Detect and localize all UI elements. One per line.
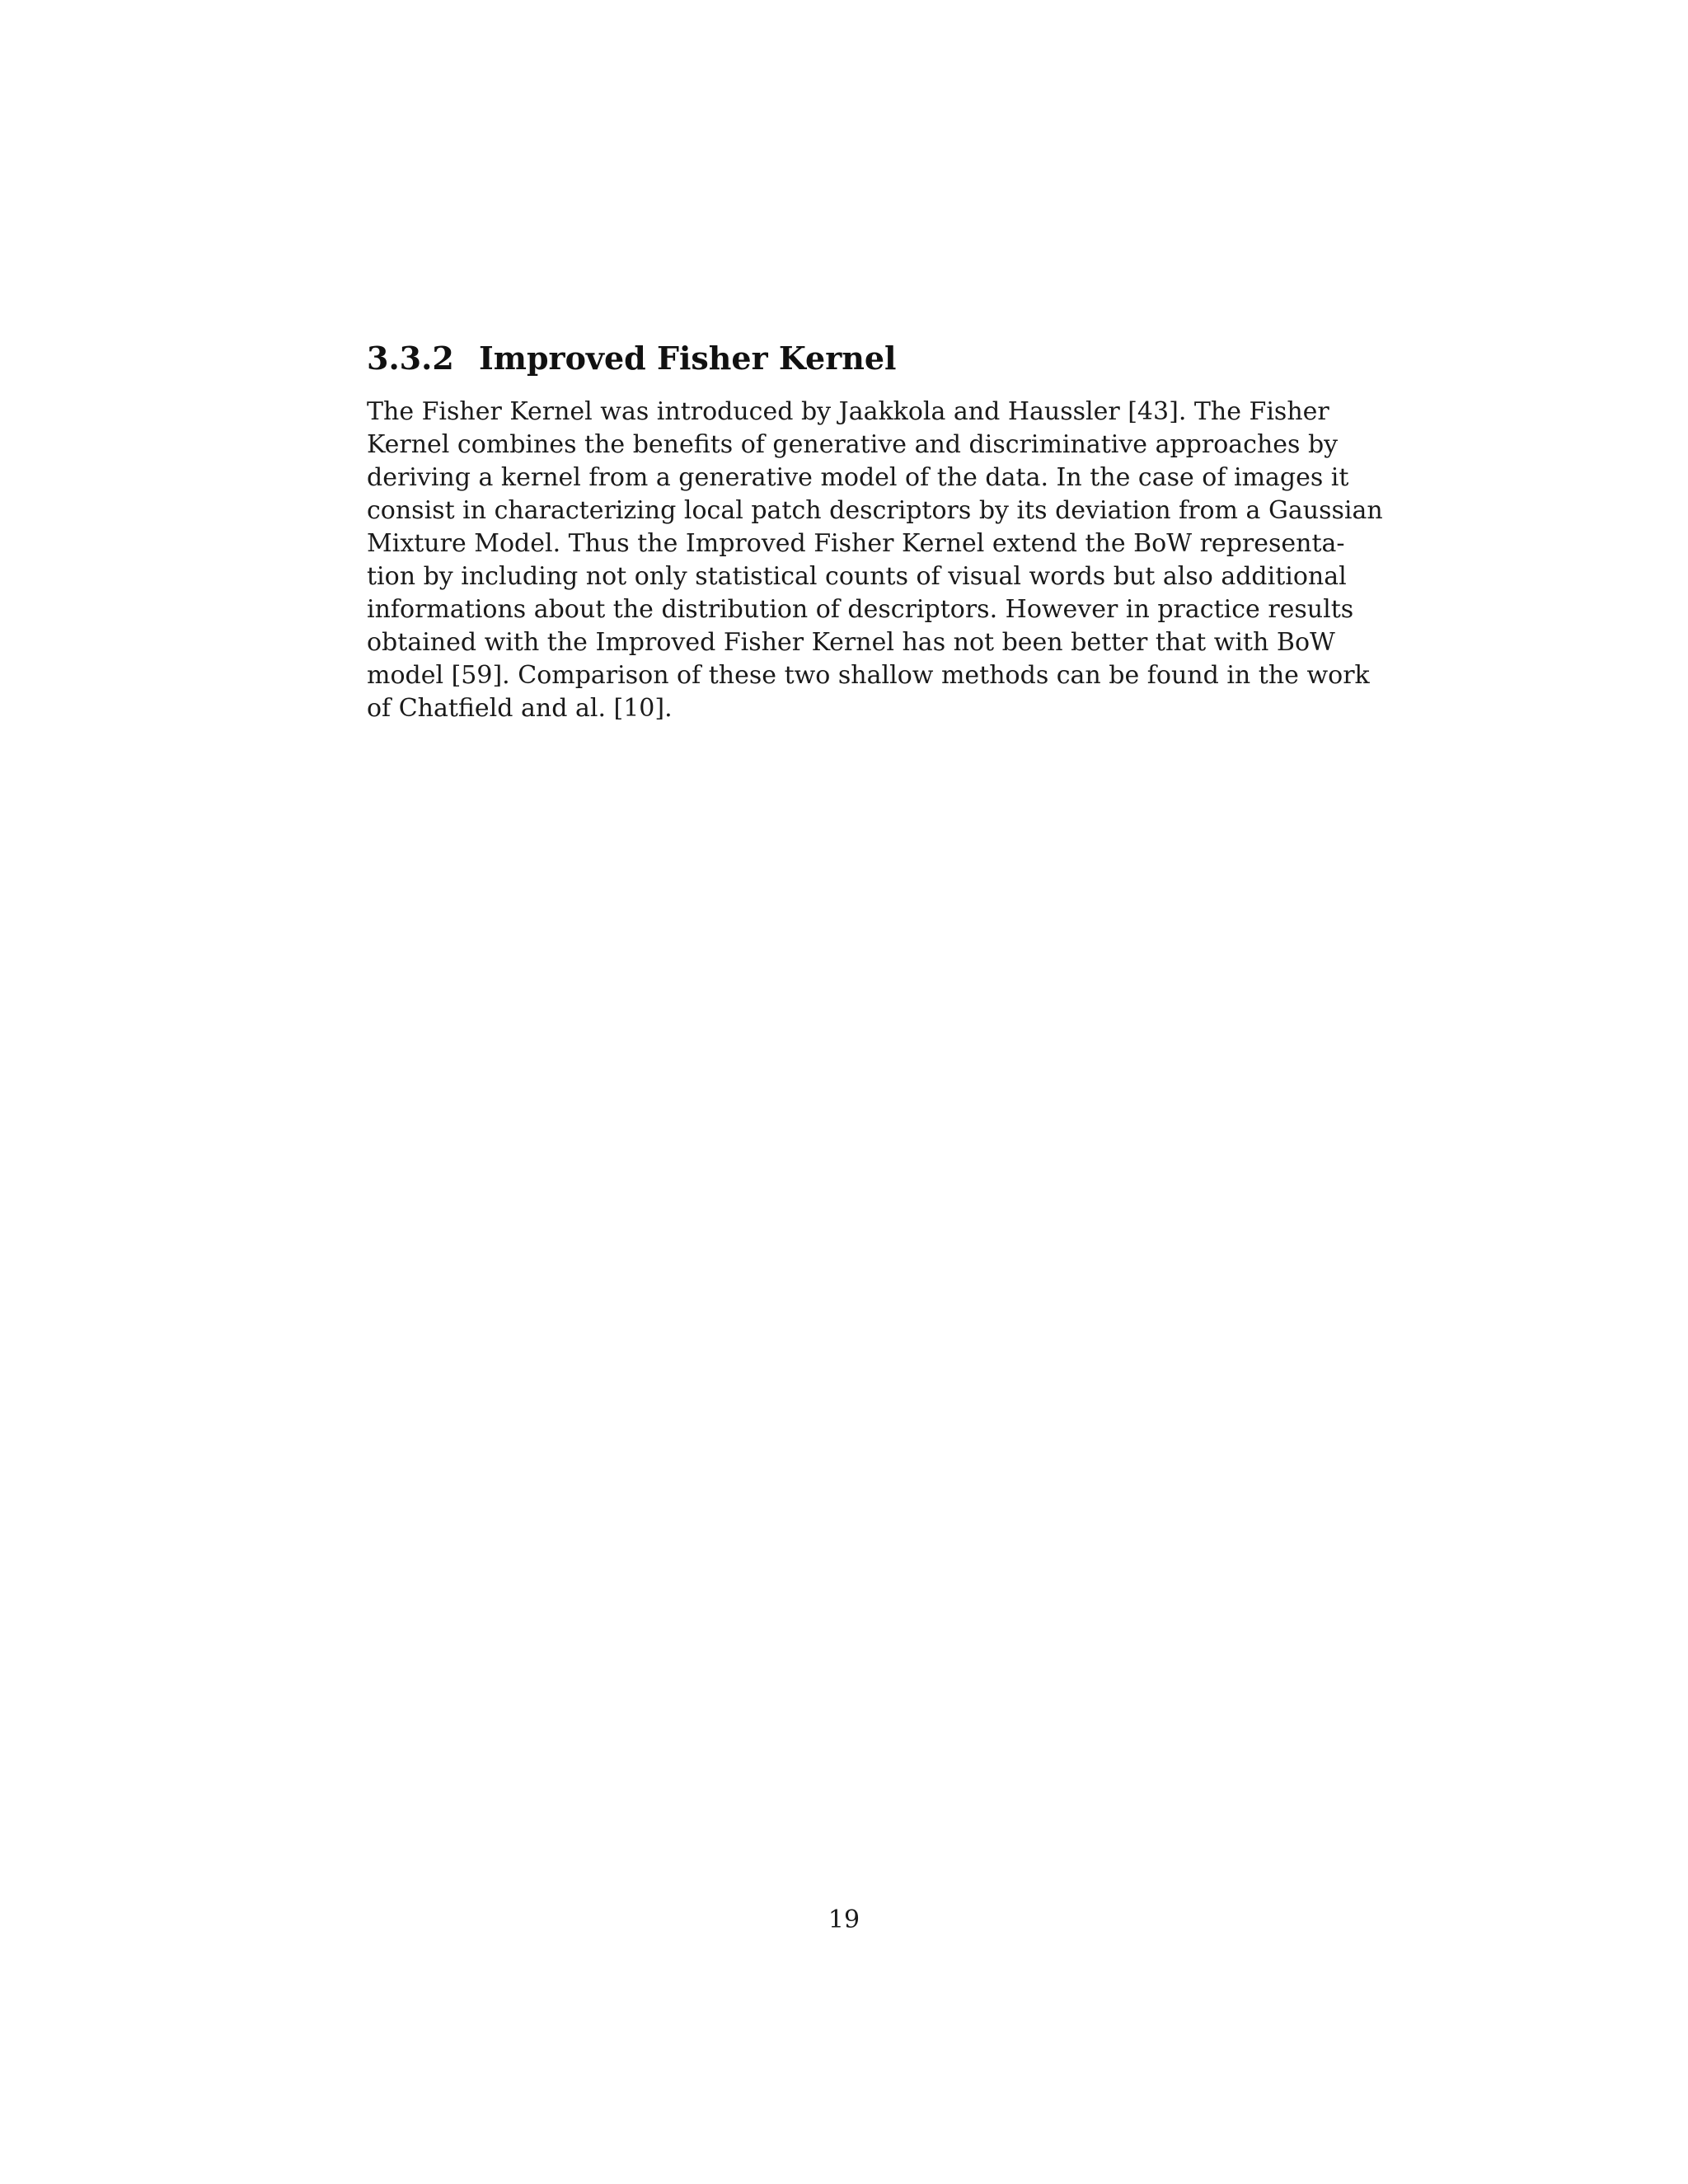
paragraph-line-2: Kernel combines the benefits of generative and discriminative approaches by bbox=[367, 430, 1339, 459]
paragraph-line-4: consist in characterizing local patch descriptors by its deviation from a Gaussian bbox=[367, 496, 1383, 525]
paragraph-line-7: informations about the distribution of descriptors. However in practice results bbox=[367, 595, 1354, 624]
page-number: 19 bbox=[828, 1905, 860, 1934]
section-title: Improved Fisher Kernel bbox=[479, 340, 897, 377]
paragraph-line-6: tion by including not only statistical counts of visual words but also additional bbox=[367, 562, 1347, 591]
body-paragraph bbox=[367, 396, 1383, 725]
paragraph-line-10: of Chatfield and al. [10]. bbox=[367, 694, 673, 723]
paragraph-line-9: model [59]. Comparison of these two shallow methods can be found in the work bbox=[367, 661, 1370, 690]
paragraph-line-5: Mixture Model. Thus the Improved Fisher Kernel extend the BoW representa- bbox=[367, 529, 1345, 558]
section-number: 3.3.2 bbox=[367, 340, 454, 377]
paragraph-line-1: The Fisher Kernel was introduced by Jaakkola and Haussler [43]. The Fisher bbox=[367, 397, 1329, 426]
paragraph-line-3: deriving a kernel from a generative model of the data. In the case of images it bbox=[367, 463, 1349, 492]
paragraph-line-8: obtained with the Improved Fisher Kernel has not been better that with BoW bbox=[367, 628, 1335, 657]
section-heading bbox=[367, 334, 896, 383]
